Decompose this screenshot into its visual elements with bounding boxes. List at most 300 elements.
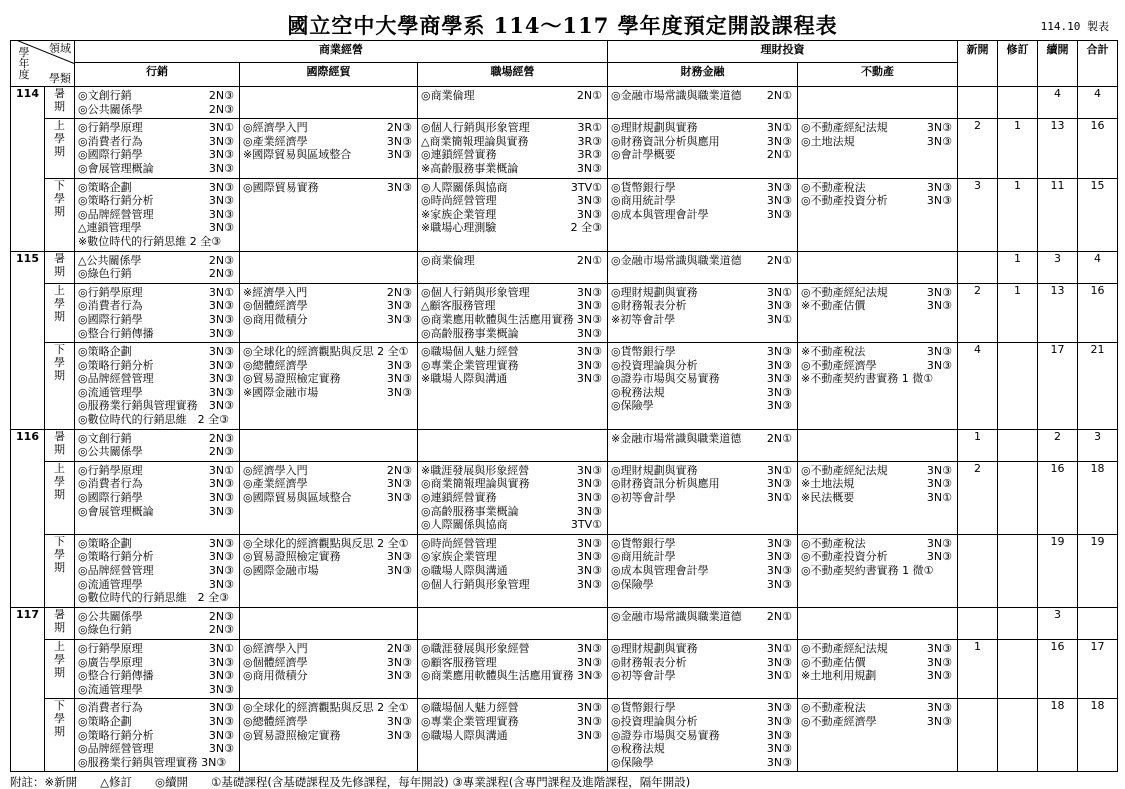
course-item xyxy=(78,623,236,637)
course-item xyxy=(421,181,604,195)
course-item xyxy=(421,372,604,386)
course-credit: 3N③ xyxy=(576,312,602,326)
course-cell xyxy=(240,87,418,119)
course-item xyxy=(611,372,794,386)
course-item xyxy=(611,742,794,756)
course-item xyxy=(243,656,414,670)
course-name: ◎不動產投資分析 xyxy=(801,194,888,208)
course-name: ◎文創行銷 xyxy=(78,431,132,445)
course-item xyxy=(243,121,414,135)
stat-total: 3 xyxy=(1078,429,1118,461)
stat-header-total: 合計 xyxy=(1078,41,1118,87)
course-credit: 3N③ xyxy=(386,180,412,194)
stat-continued: 13 xyxy=(1038,119,1078,178)
course-item xyxy=(78,505,236,519)
course-credit: 3N③ xyxy=(926,358,952,372)
course-item xyxy=(611,756,794,770)
stat-total xyxy=(1078,607,1118,639)
course-item xyxy=(421,505,604,519)
course-item xyxy=(78,235,236,249)
course-credit: 3N③ xyxy=(926,463,952,477)
course-cell xyxy=(418,607,608,639)
corner-domain-label: 領域 xyxy=(49,42,71,55)
course-item xyxy=(243,564,414,578)
course-name: ◎不動產經紀法規 xyxy=(801,463,888,477)
course-item xyxy=(801,299,954,313)
course-credit: 3N③ xyxy=(208,358,234,372)
course-cell xyxy=(798,178,958,251)
course-credit: 3N③ xyxy=(926,477,952,491)
table-header xyxy=(11,41,1118,87)
course-credit: 2N① xyxy=(766,609,792,623)
course-item xyxy=(421,564,604,578)
course-item xyxy=(243,299,414,313)
course-name: ◎服務業行銷與管理實務 3N③ xyxy=(78,755,227,769)
course-credit: 3N③ xyxy=(576,491,602,505)
course-name: ◎專業企業管理實務 xyxy=(421,714,519,728)
col-header-international-trade: 國際經貿 xyxy=(240,62,418,86)
course-credit: 3TV① xyxy=(570,180,602,194)
course-name: ※不動產契約書實務 1 微① xyxy=(801,372,934,386)
course-name: ◎不動產投資分析 xyxy=(801,550,888,564)
course-name: △商業簡報理論與實務 xyxy=(421,134,529,148)
course-credit: 3R① xyxy=(577,121,602,135)
stat-new xyxy=(958,87,998,119)
course-credit: 3N③ xyxy=(386,491,412,505)
course-credit: 3N③ xyxy=(926,701,952,715)
course-item xyxy=(421,286,604,300)
course-item xyxy=(611,359,794,373)
stat-revised: 1 xyxy=(998,178,1038,251)
course-credit: 2N① xyxy=(766,431,792,445)
course-credit: 3N③ xyxy=(386,550,412,564)
course-credit: 3N③ xyxy=(576,536,602,550)
year-cell: 114 xyxy=(11,87,45,252)
table-row xyxy=(11,283,1118,342)
course-cell xyxy=(608,461,798,534)
course-item xyxy=(801,194,954,208)
course-credit: 3N③ xyxy=(926,285,952,299)
course-credit: 3N③ xyxy=(386,669,412,683)
course-credit: 3N③ xyxy=(766,134,792,148)
course-cell xyxy=(798,699,958,772)
stat-continued: 17 xyxy=(1038,343,1078,430)
course-credit: 3N③ xyxy=(208,134,234,148)
course-name: ◎職場人際與溝通 xyxy=(421,564,508,577)
stat-total: 4 xyxy=(1078,251,1118,283)
course-name: ◎策略行銷分析 xyxy=(78,550,154,564)
course-name: ◎理財規劃與實務 xyxy=(611,285,698,299)
course-item xyxy=(611,537,794,551)
course-credit: 3N③ xyxy=(208,714,234,728)
course-name: △連鎖管理學 xyxy=(78,221,142,235)
course-credit: 3N③ xyxy=(208,577,234,591)
course-name: ◎個人行銷與形象管理 xyxy=(421,285,530,299)
course-name: ◎綠色行銷 xyxy=(78,623,132,637)
course-name: ◎理財規劃與實務 xyxy=(611,463,698,477)
course-credit: 3N③ xyxy=(208,161,234,175)
course-name: ◎證券市場與交易實務 xyxy=(611,372,720,386)
course-credit: 2N① xyxy=(576,253,602,267)
stat-revised xyxy=(998,639,1038,698)
course-item xyxy=(78,537,236,551)
course-item xyxy=(78,656,236,670)
course-item xyxy=(421,656,604,670)
course-credit: 3N③ xyxy=(766,550,792,564)
course-name: ◎理財規劃與實務 xyxy=(611,121,698,135)
course-name: ◎數位時代的行銷思維 2 全③ xyxy=(78,413,229,427)
course-item xyxy=(421,299,604,313)
course-credit: 3N③ xyxy=(576,564,602,577)
course-item xyxy=(78,194,236,208)
stat-total: 18 xyxy=(1078,461,1118,534)
course-credit: 3N③ xyxy=(576,504,602,518)
course-name: ◎消費者行為 xyxy=(78,134,143,148)
course-name: ◎國際金融市場 xyxy=(243,564,319,577)
stat-continued: 19 xyxy=(1038,534,1078,607)
course-item xyxy=(78,208,236,222)
course-item xyxy=(801,286,954,300)
course-cell xyxy=(608,343,798,430)
course-name: ◎文創行銷 xyxy=(78,89,132,102)
course-cell xyxy=(75,429,240,461)
course-name: ※經濟學入門 xyxy=(243,285,308,299)
course-credit: 3N③ xyxy=(208,221,234,235)
course-cell xyxy=(418,639,608,698)
course-name: ◎國際行銷學 xyxy=(78,491,143,505)
course-cell xyxy=(75,607,240,639)
course-name: ※金融市場常識與職業道德 xyxy=(611,431,742,445)
course-credit: 3N③ xyxy=(926,669,952,683)
course-name: ◎經濟學入門 xyxy=(243,641,308,655)
course-item xyxy=(78,491,236,505)
course-credit: 2N① xyxy=(766,89,792,102)
course-name: ◎不動產經濟學 xyxy=(801,714,877,728)
course-credit: 3N③ xyxy=(576,358,602,372)
course-item xyxy=(421,194,604,208)
stat-continued: 16 xyxy=(1038,639,1078,698)
course-cell xyxy=(418,461,608,534)
semester-cell: 暑 期 xyxy=(45,607,75,639)
course-item xyxy=(421,254,604,268)
course-item xyxy=(78,591,236,605)
table-row xyxy=(11,534,1118,607)
course-item xyxy=(243,642,414,656)
course-credit: 3N③ xyxy=(576,550,602,564)
course-item xyxy=(243,550,414,564)
course-name: ◎總體經濟學 xyxy=(243,358,308,372)
course-name: ◎貿易證照檢定實務 xyxy=(243,372,341,386)
course-item xyxy=(78,359,236,373)
course-item xyxy=(243,669,414,683)
course-item xyxy=(78,550,236,564)
stat-new: 2 xyxy=(958,119,998,178)
course-name: ◎不動產稅法 xyxy=(801,180,866,194)
course-credit: 2N③ xyxy=(208,253,234,267)
course-cell xyxy=(798,534,958,607)
course-credit: 3N③ xyxy=(766,372,792,386)
course-name: ◎金融市場常識與職業道德 xyxy=(611,253,742,267)
course-item xyxy=(78,313,236,327)
course-credit: 3N① xyxy=(208,463,234,477)
course-credit: 3N③ xyxy=(386,299,412,313)
course-credit: 3N③ xyxy=(208,299,234,313)
course-name: ◎證券市場與交易實務 xyxy=(611,728,720,742)
course-name: ◎個體經濟學 xyxy=(243,655,308,669)
course-name: ◎財務資訊分析與應用 xyxy=(611,477,720,491)
course-credit: 3N③ xyxy=(766,742,792,756)
course-cell xyxy=(240,699,418,772)
course-credit: 3N① xyxy=(766,121,792,135)
course-item xyxy=(243,372,414,386)
course-name: ◎高齡服務事業概論 xyxy=(421,326,519,340)
course-name: ◎不動產估價 xyxy=(801,655,866,669)
course-credit: 3N③ xyxy=(766,345,792,359)
stat-continued: 3 xyxy=(1038,251,1078,283)
course-item xyxy=(243,464,414,478)
course-item xyxy=(611,477,794,491)
semester-cell: 下 學 期 xyxy=(45,178,75,251)
course-item xyxy=(78,610,236,624)
stat-revised xyxy=(998,534,1038,607)
course-cell xyxy=(418,534,608,607)
course-credit: 2N③ xyxy=(208,102,234,116)
course-cell xyxy=(798,119,958,178)
course-name: ◎行銷學原理 xyxy=(78,285,143,299)
course-name: ◎消費者行為 xyxy=(78,299,143,313)
course-name: ※國際金融市場 xyxy=(243,385,319,399)
course-item xyxy=(243,148,414,162)
course-cell xyxy=(240,639,418,698)
stat-total: 18 xyxy=(1078,699,1118,772)
course-item xyxy=(611,345,794,359)
course-item xyxy=(611,642,794,656)
course-cell xyxy=(240,283,418,342)
course-name: ◎品牌經營管理 xyxy=(78,742,154,756)
table-row xyxy=(11,607,1118,639)
course-cell xyxy=(608,251,798,283)
course-name: ◎策略企劃 xyxy=(78,536,132,550)
course-name: ◎人際關係與協商 xyxy=(421,518,508,532)
stat-new xyxy=(958,607,998,639)
course-cell xyxy=(798,251,958,283)
course-credit: 3N③ xyxy=(208,504,234,518)
course-credit: 3N③ xyxy=(766,564,792,577)
course-item xyxy=(421,464,604,478)
course-name: ◎財務報表分析 xyxy=(611,299,687,313)
stat-header-new: 新開 xyxy=(958,41,998,87)
course-item xyxy=(243,701,414,715)
course-cell xyxy=(608,283,798,342)
course-item xyxy=(801,372,954,386)
course-item xyxy=(611,89,794,103)
course-cell xyxy=(418,429,608,461)
semester-cell: 暑 期 xyxy=(45,429,75,461)
group-header-finance: 理財投資 xyxy=(608,41,958,63)
course-name: ◎國際貿易與區域整合 xyxy=(243,491,352,505)
stat-total: 17 xyxy=(1078,639,1118,698)
course-name: ◎流通管理學 xyxy=(78,385,143,399)
course-name: ◎職場個人魅力經營 xyxy=(421,701,519,715)
course-name: ◎貿易證照檢定實務 xyxy=(243,728,341,742)
course-cell xyxy=(240,251,418,283)
course-credit: 3N③ xyxy=(386,312,412,326)
table-row xyxy=(11,461,1118,534)
course-credit: 3N③ xyxy=(926,299,952,313)
course-item xyxy=(243,181,414,195)
course-name: ◎不動產經紀法規 xyxy=(801,121,888,135)
course-cell xyxy=(418,87,608,119)
course-cell xyxy=(75,461,240,534)
course-item xyxy=(78,669,236,683)
course-item xyxy=(801,491,954,505)
course-name: ◎保險學 xyxy=(611,577,654,591)
stat-revised xyxy=(998,429,1038,461)
course-name: ◎總體經濟學 xyxy=(243,714,308,728)
course-item xyxy=(78,564,236,578)
course-credit: 3N③ xyxy=(208,326,234,340)
course-credit: 3N③ xyxy=(576,701,602,715)
group-header-business: 商業經營 xyxy=(75,41,608,63)
course-cell xyxy=(798,429,958,461)
course-credit: 3N③ xyxy=(766,655,792,669)
course-credit: 3N③ xyxy=(766,714,792,728)
course-cell xyxy=(240,343,418,430)
course-item xyxy=(78,267,236,281)
course-name: ◎策略行銷分析 xyxy=(78,728,154,742)
stat-revised: 1 xyxy=(998,119,1038,178)
course-item xyxy=(611,578,794,592)
course-credit: 3N③ xyxy=(386,148,412,162)
course-cell xyxy=(798,87,958,119)
stat-continued: 4 xyxy=(1038,87,1078,119)
course-item xyxy=(421,121,604,135)
course-name: ◎會展管理概論 xyxy=(78,504,154,518)
course-item xyxy=(611,701,794,715)
course-item xyxy=(421,313,604,327)
stat-revised: 1 xyxy=(998,251,1038,283)
course-name: ◎綠色行銷 xyxy=(78,267,132,281)
course-name: ◎連鎖經營實務 xyxy=(421,148,497,162)
stat-revised xyxy=(998,461,1038,534)
course-name: ◎初等會計學 xyxy=(611,669,676,683)
course-item xyxy=(421,208,604,222)
course-item xyxy=(78,254,236,268)
course-item xyxy=(611,669,794,683)
course-name: ◎公共關係學 xyxy=(78,102,143,116)
course-credit: 3N③ xyxy=(386,134,412,148)
course-name: ◎策略企劃 xyxy=(78,180,132,194)
course-cell xyxy=(75,251,240,283)
course-credit: 2N① xyxy=(766,253,792,267)
course-item xyxy=(611,491,794,505)
course-credit: 3N③ xyxy=(576,728,602,742)
course-credit: 3N③ xyxy=(576,194,602,208)
stat-new xyxy=(958,251,998,283)
course-name: ◎策略行銷分析 xyxy=(78,194,154,208)
course-item xyxy=(243,135,414,149)
course-item xyxy=(421,537,604,551)
course-name: ◎不動產經紀法規 xyxy=(801,641,888,655)
course-item xyxy=(243,729,414,743)
course-credit: 3N③ xyxy=(766,194,792,208)
stat-new xyxy=(958,534,998,607)
course-item xyxy=(78,642,236,656)
course-name: ◎經濟學入門 xyxy=(243,463,308,477)
course-item xyxy=(611,715,794,729)
course-credit: 3N③ xyxy=(576,372,602,386)
course-cell xyxy=(608,534,798,607)
course-name: ※民法概要 xyxy=(801,491,855,505)
stat-new: 1 xyxy=(958,429,998,461)
course-item xyxy=(611,299,794,313)
course-name: ◎國際貿易實務 xyxy=(243,180,319,194)
course-item xyxy=(243,313,414,327)
stat-header-revised: 修訂 xyxy=(998,41,1038,87)
course-credit: 3N③ xyxy=(208,682,234,696)
course-credit: 3N③ xyxy=(208,477,234,491)
course-cell xyxy=(608,178,798,251)
course-credit: 3N③ xyxy=(926,536,952,550)
course-name: ◎公共關係學 xyxy=(78,445,143,459)
course-item xyxy=(78,89,236,103)
course-credit: 3N③ xyxy=(386,372,412,386)
course-credit: 2N③ xyxy=(208,89,234,102)
course-credit: 3N③ xyxy=(926,641,952,655)
course-item xyxy=(611,135,794,149)
course-item xyxy=(611,729,794,743)
title-row xyxy=(10,6,1115,40)
course-item xyxy=(78,162,236,176)
course-cell xyxy=(75,534,240,607)
course-cell xyxy=(75,639,240,698)
course-name: ◎保險學 xyxy=(611,755,654,769)
course-item xyxy=(78,742,236,756)
course-name: ◎策略企劃 xyxy=(78,345,132,359)
course-credit: 3N③ xyxy=(386,655,412,669)
course-cell xyxy=(240,178,418,251)
table-row xyxy=(11,119,1118,178)
course-item xyxy=(421,162,604,176)
course-name: ※土地法規 xyxy=(801,477,855,491)
course-name: ◎高齡服務事業概論 xyxy=(421,504,519,518)
course-name: ◎稅務法規 xyxy=(611,385,665,399)
course-credit: 3N③ xyxy=(208,701,234,715)
course-credit: 3N③ xyxy=(208,669,234,683)
course-name: ◎品牌經營管理 xyxy=(78,207,154,221)
course-name: ※職涯發展與形象經營 xyxy=(421,463,530,477)
course-credit: 3N③ xyxy=(576,299,602,313)
course-name: ◎商業應用軟體與生活應用實務 3N③ xyxy=(421,669,603,683)
course-credit: 2N③ xyxy=(386,121,412,135)
course-credit: 2N③ xyxy=(208,431,234,445)
year-cell: 117 xyxy=(11,607,45,772)
course-item xyxy=(78,701,236,715)
course-item xyxy=(611,313,794,327)
stat-continued: 18 xyxy=(1038,699,1078,772)
stat-total: 4 xyxy=(1078,87,1118,119)
course-name: ◎商業應用軟體與生活應用實務 xyxy=(421,312,574,326)
course-item xyxy=(78,432,236,446)
course-item xyxy=(78,372,236,386)
course-name: ◎不動產經濟學 xyxy=(801,358,877,372)
stat-total: 21 xyxy=(1078,343,1118,430)
course-credit: 3TV① xyxy=(570,518,602,532)
semester-cell: 上 學 期 xyxy=(45,119,75,178)
course-credit: 3N① xyxy=(208,285,234,299)
course-cell xyxy=(240,534,418,607)
course-credit: 3N③ xyxy=(926,550,952,564)
